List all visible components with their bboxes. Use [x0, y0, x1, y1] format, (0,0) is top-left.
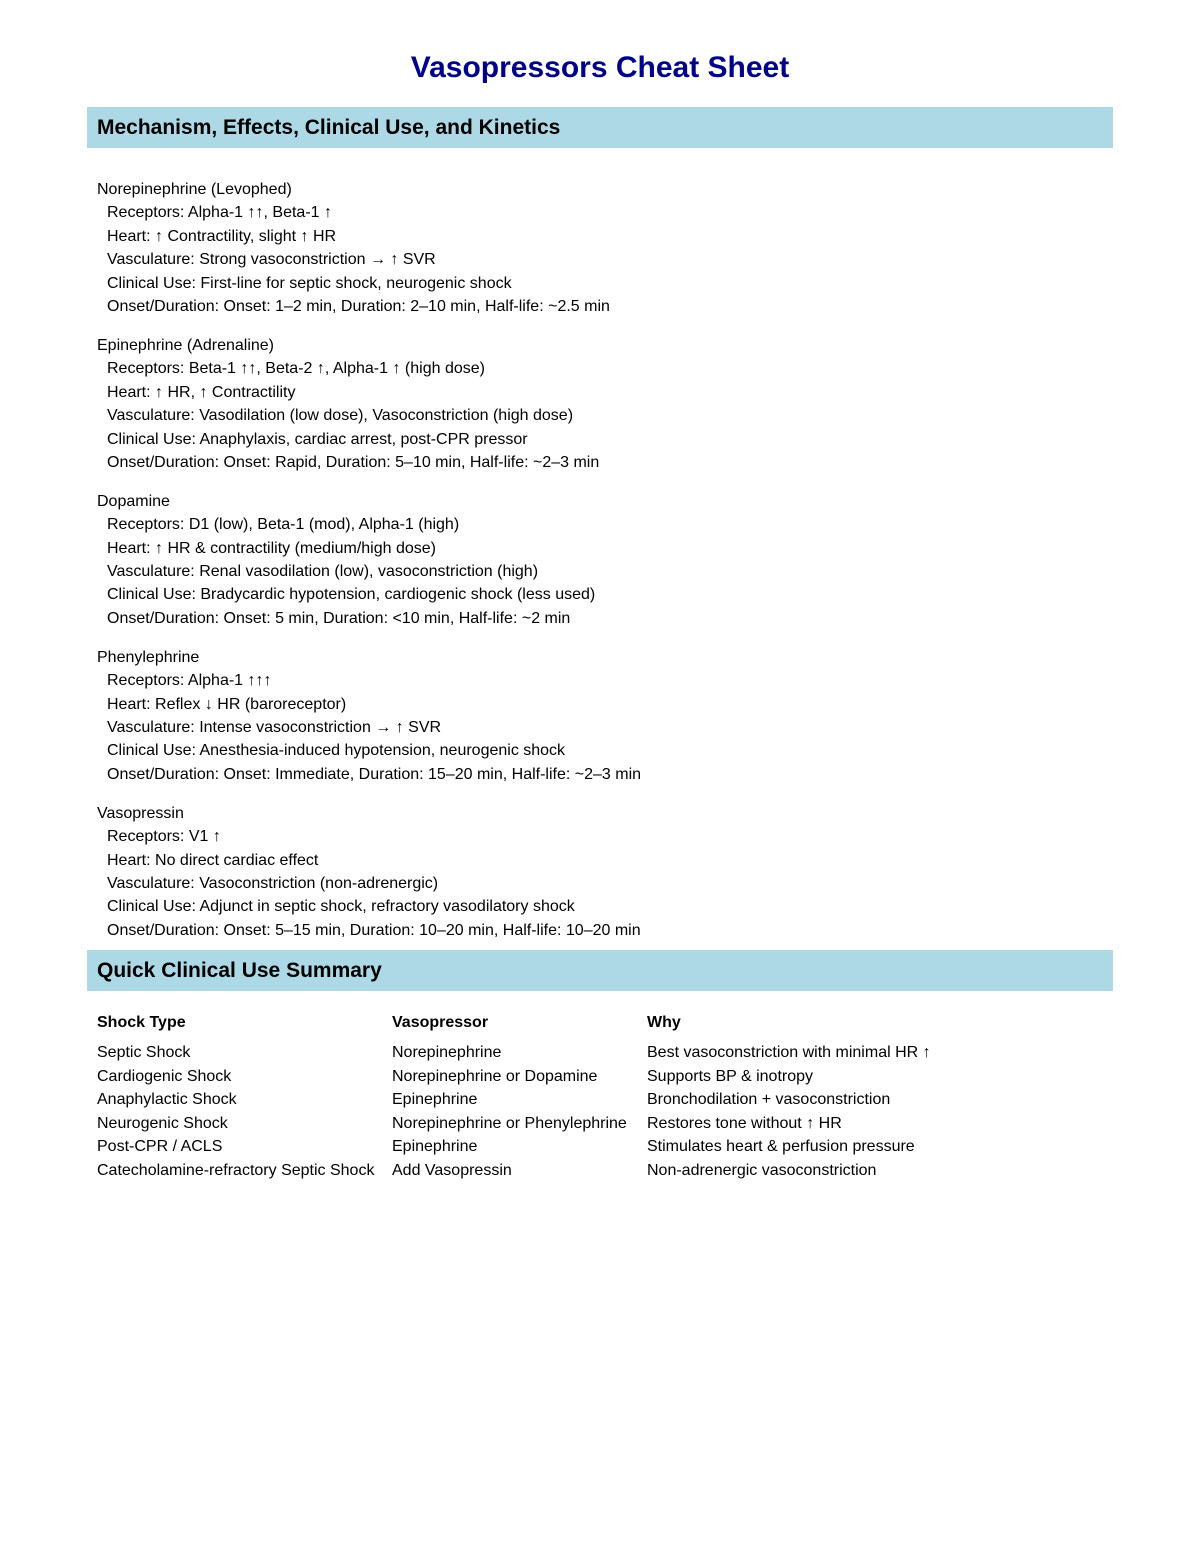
drug-clinical-use: Clinical Use: Bradycardic hypotension, cardiogenic shock (less used): [107, 586, 596, 604]
table-row: [97, 1041, 1107, 1065]
drug-heart: Heart: ↑ Contractility, slight ↑ HR: [107, 227, 337, 245]
drug-heart: Heart: ↑ HR & contractility (medium/high dose): [107, 539, 436, 557]
table-row: [97, 1112, 1107, 1136]
drug-entry-dopamine: [97, 490, 1107, 630]
column-header-shock-type: Shock Type: [97, 1014, 186, 1031]
drug-onset-duration: Onset/Duration: Onset: 5–15 min, Duration: 10–20 min, Half-life: 10–20 min: [107, 921, 641, 939]
drug-vasculature: Vasculature: Vasodilation (low dose), Vasoconstriction (high dose): [107, 407, 574, 425]
drug-clinical-use: Clinical Use: Anesthesia-induced hypotension, neurogenic shock: [107, 742, 566, 760]
drug-list: [97, 178, 1107, 958]
cell-why: Non-adrenergic vasoconstriction: [647, 1161, 877, 1179]
drug-vasculature: Vasculature: Intense vasoconstriction → ↑ SVR: [107, 718, 442, 736]
cell-why: Restores tone without ↑ HR: [647, 1114, 842, 1132]
drug-clinical-use: Clinical Use: Adjunct in septic shock, refractory vasodilatory shock: [107, 898, 575, 916]
drug-name: Dopamine: [97, 492, 170, 510]
table-row: [97, 1088, 1107, 1112]
drug-entry-epinephrine: [97, 334, 1107, 474]
cell-why: Supports BP & inotropy: [647, 1067, 814, 1085]
drug-receptors: Receptors: D1 (low), Beta-1 (mod), Alpha-1 (high): [107, 516, 460, 534]
cell-shock-type: Septic Shock: [97, 1044, 191, 1061]
drug-onset-duration: Onset/Duration: Onset: 1–2 min, Duration: 2–10 min, Half-life: ~2.5 min: [107, 297, 610, 315]
cell-why: Stimulates heart & perfusion pressure: [647, 1138, 915, 1155]
cell-shock-type: Neurogenic Shock: [97, 1114, 228, 1132]
page-title: Vasopressors Cheat Sheet: [410, 51, 790, 84]
cell-vasopressor: Norepinephrine or Dopamine: [392, 1067, 598, 1085]
drug-entry-phenylephrine: [97, 646, 1107, 786]
column-header-why: Why: [647, 1014, 681, 1031]
drug-heart: Heart: ↑ HR, ↑ Contractility: [107, 383, 296, 401]
drug-vasculature: Vasculature: Vasoconstriction (non-adrenergic): [107, 874, 439, 892]
table-row: [97, 1135, 1107, 1159]
cell-shock-type: Post-CPR / ACLS: [97, 1138, 223, 1155]
table-header-row: [97, 1011, 1107, 1041]
drug-receptors: Receptors: Beta-1 ↑↑, Beta-2 ↑, Alpha-1 ↑ (high dose): [107, 360, 485, 378]
table-row: [97, 1159, 1107, 1183]
drug-name: Epinephrine (Adrenaline): [97, 336, 274, 354]
cell-vasopressor: Norepinephrine: [392, 1044, 502, 1061]
column-header-vasopressor: Vasopressor: [392, 1014, 489, 1031]
drug-heart: Heart: Reflex ↓ HR (baroreceptor): [107, 695, 347, 713]
drug-onset-duration: Onset/Duration: Onset: Rapid, Duration: 5–10 min, Half-life: ~2–3 min: [107, 453, 600, 471]
cell-shock-type: Anaphylactic Shock: [97, 1091, 237, 1108]
cell-vasopressor: Add Vasopressin: [392, 1161, 512, 1179]
cell-why: Bronchodilation + vasoconstriction: [647, 1091, 891, 1108]
drug-receptors: Receptors: Alpha-1 ↑↑, Beta-1 ↑: [107, 204, 332, 222]
drug-clinical-use: Clinical Use: First-line for septic shock, neurogenic shock: [107, 274, 512, 292]
drug-name: Norepinephrine (Levophed): [97, 181, 292, 198]
table-row: [97, 1065, 1107, 1089]
drug-vasculature: Vasculature: Strong vasoconstriction → ↑ SVR: [107, 251, 436, 269]
drug-vasculature: Vasculature: Renal vasodilation (low), vasoconstriction (high): [107, 563, 539, 581]
cell-vasopressor: Epinephrine: [392, 1091, 478, 1108]
drug-name: Vasopressin: [97, 804, 184, 822]
drug-clinical-use: Clinical Use: Anaphylaxis, cardiac arrest, post-CPR pressor: [107, 430, 528, 448]
drug-onset-duration: Onset/Duration: Onset: 5 min, Duration: <10 min, Half-life: ~2 min: [107, 609, 571, 627]
cell-shock-type: Catecholamine-refractory Septic Shock: [97, 1161, 375, 1179]
drug-receptors: Receptors: Alpha-1 ↑↑↑: [107, 672, 272, 690]
cell-why: Best vasoconstriction with minimal HR ↑: [647, 1044, 931, 1061]
mechanism-section-header: Mechanism, Effects, Clinical Use, and Kinetics: [87, 107, 1113, 148]
drug-heart: Heart: No direct cardiac effect: [107, 851, 319, 869]
cell-vasopressor: Epinephrine: [392, 1138, 478, 1155]
drug-receptors: Receptors: V1 ↑: [107, 828, 221, 846]
summary-section-header: Quick Clinical Use Summary: [87, 950, 1113, 991]
drug-entry-norepinephrine: [97, 178, 1107, 318]
cell-shock-type: Cardiogenic Shock: [97, 1067, 232, 1085]
drug-onset-duration: Onset/Duration: Onset: Immediate, Duration: 15–20 min, Half-life: ~2–3 min: [107, 765, 642, 783]
drug-entry-vasopressin: [97, 802, 1107, 942]
drug-name: Phenylephrine: [97, 648, 200, 666]
cell-vasopressor: Norepinephrine or Phenylephrine: [392, 1114, 627, 1132]
summary-table: [97, 1011, 1107, 1182]
